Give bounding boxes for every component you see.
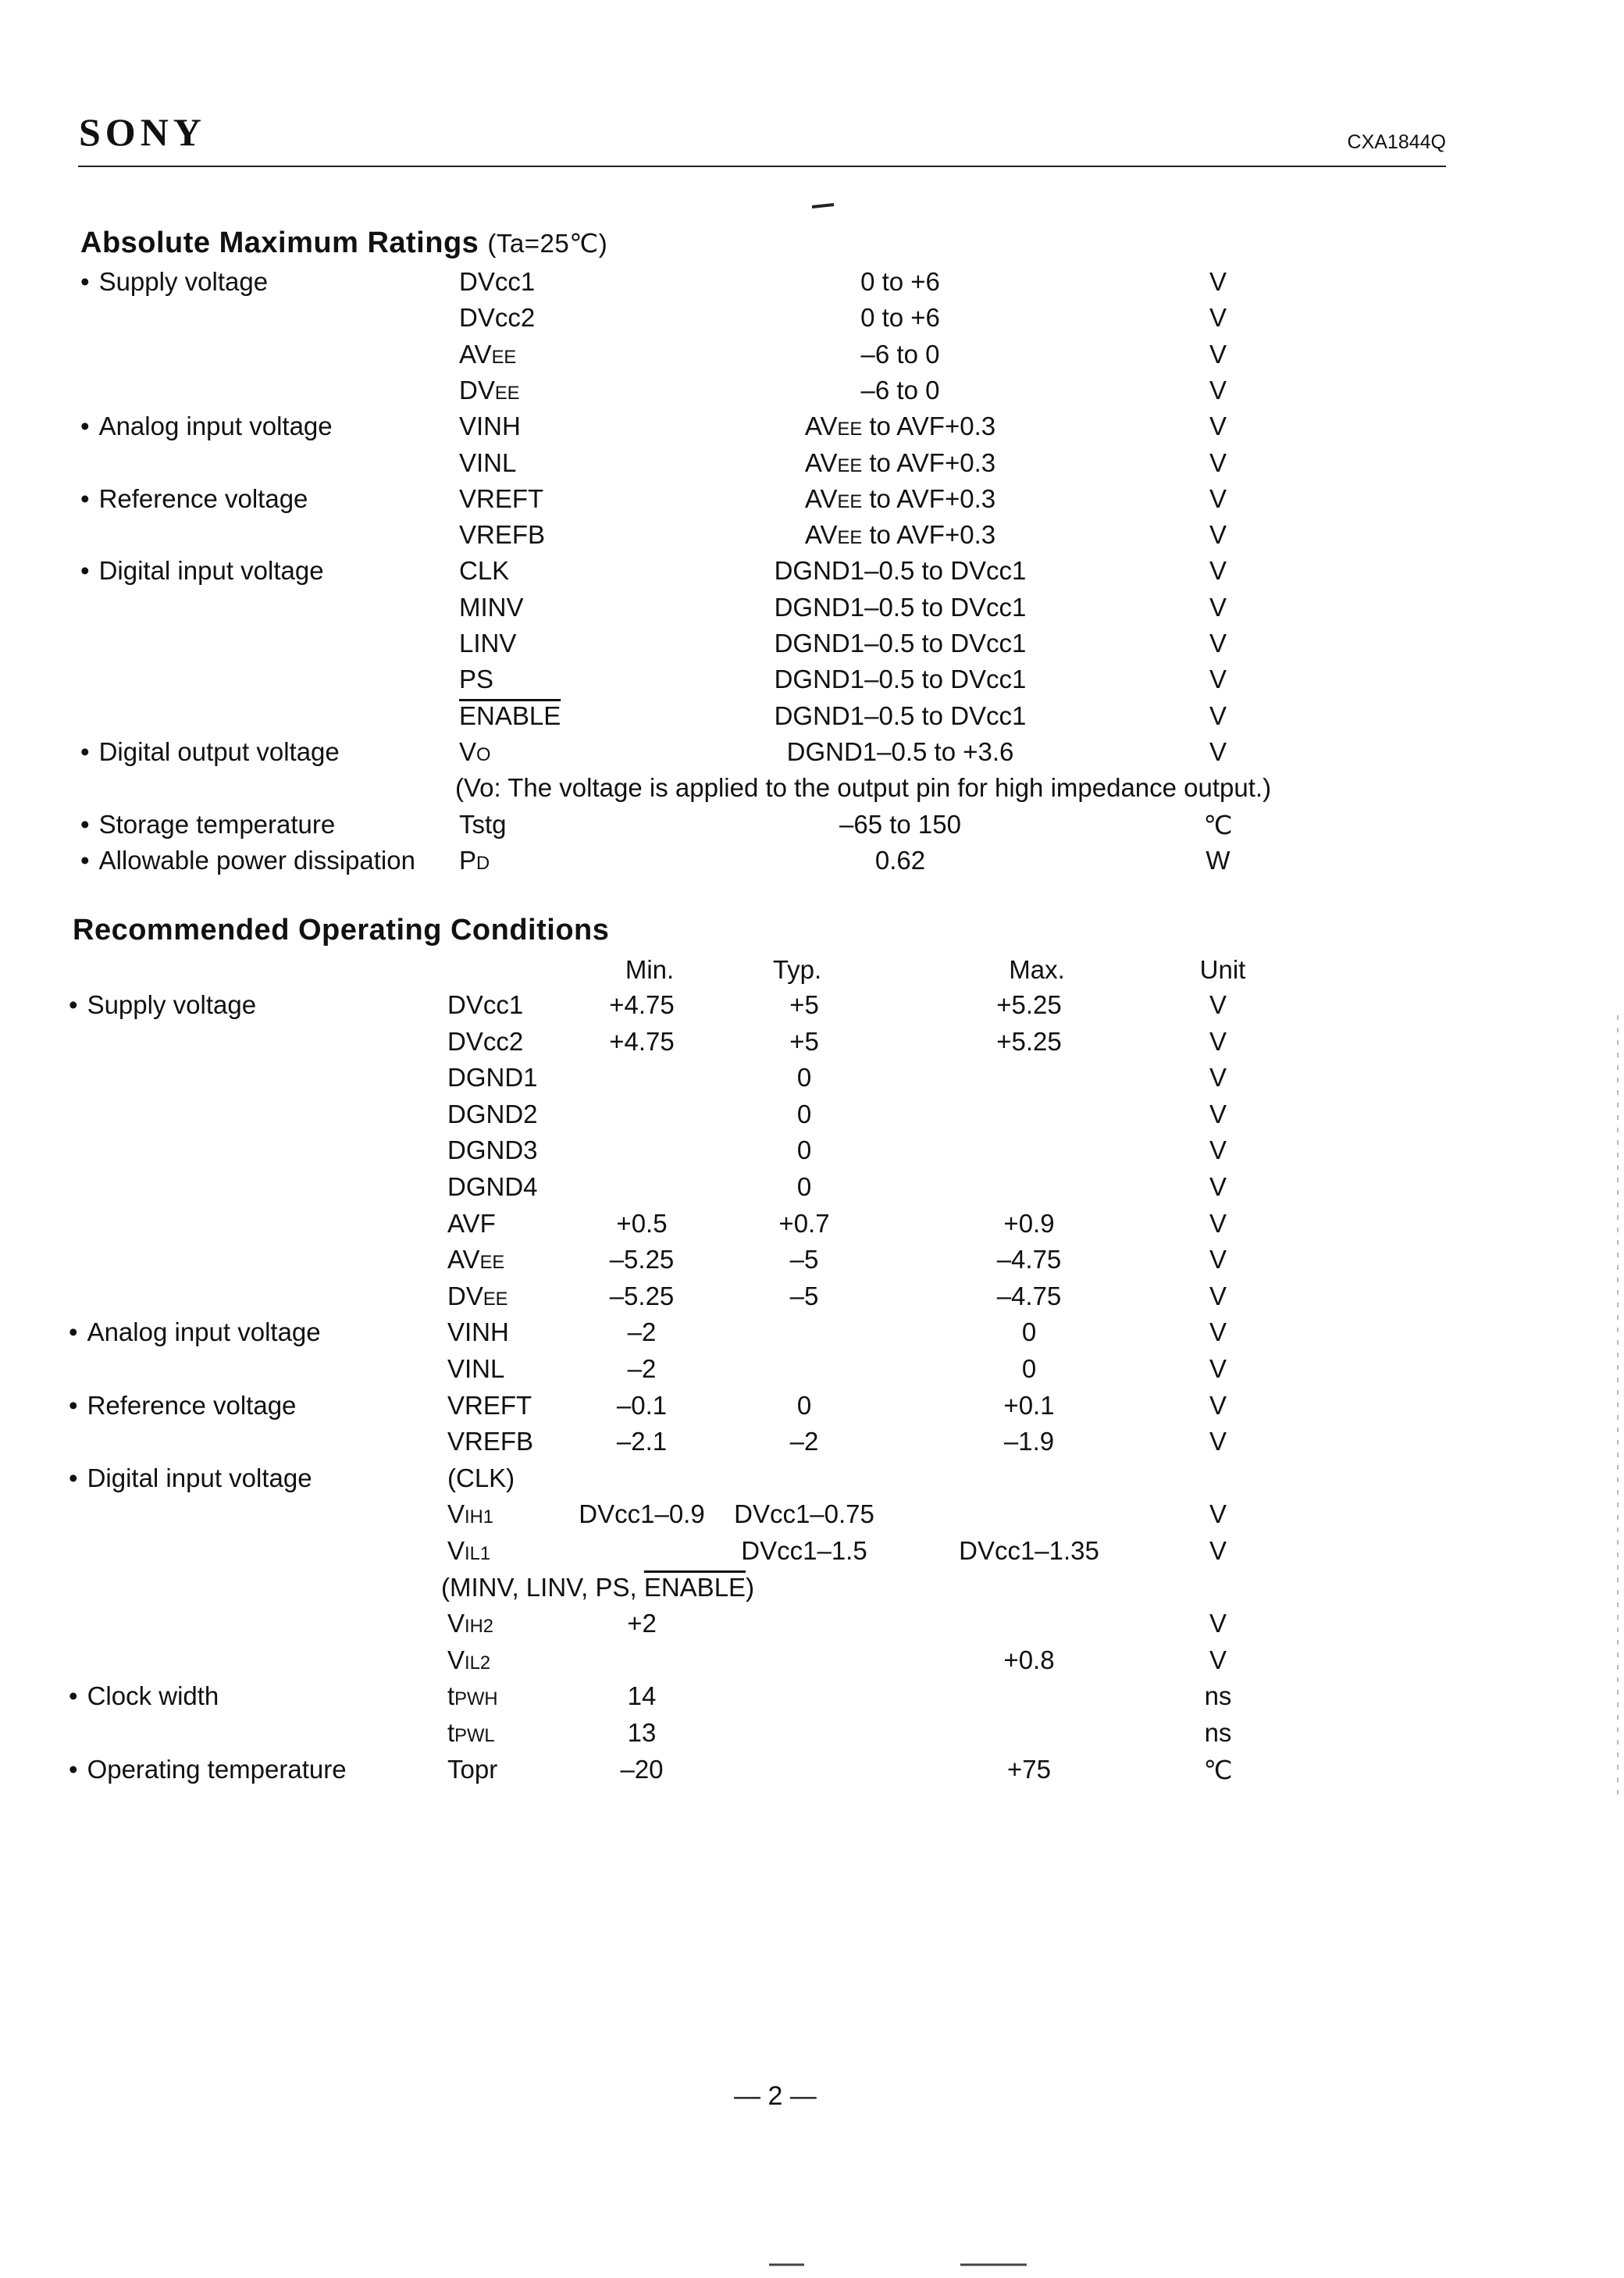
roc-max: +75 bbox=[1007, 1754, 1051, 1784]
roc-max: DVcc1–1.35 bbox=[959, 1536, 1099, 1565]
amr-symbol: DVcc1 bbox=[459, 267, 536, 296]
roc-max: +0.1 bbox=[1003, 1390, 1055, 1420]
roc-param-label: • Digital input voltage bbox=[69, 1463, 312, 1493]
roc-typ: +0.7 bbox=[778, 1208, 830, 1238]
amr-rating: AVEE to AVF+0.3 bbox=[804, 520, 996, 550]
roc-unit: V bbox=[1209, 1208, 1227, 1238]
roc-param-label: • Operating temperature bbox=[69, 1755, 347, 1784]
amr-unit: W bbox=[1206, 845, 1230, 875]
roc-max: 0 bbox=[1021, 1317, 1037, 1347]
amr-rating: DGND1–0.5 to DVcc1 bbox=[774, 701, 1027, 730]
roc-max: +5.25 bbox=[996, 1026, 1062, 1056]
roc-max: –1.9 bbox=[1003, 1427, 1055, 1456]
part-number: CXA1844Q bbox=[1347, 131, 1446, 153]
roc-unit: ns bbox=[1204, 1718, 1232, 1747]
roc-unit: V bbox=[1209, 1099, 1227, 1128]
col-min-header: Min. bbox=[625, 955, 675, 984]
roc-symbol: DGND1 bbox=[447, 1063, 538, 1093]
roc-symbol: VREFB bbox=[447, 1427, 534, 1456]
roc-min: +4.75 bbox=[609, 1026, 675, 1056]
roc-max: +0.9 bbox=[1003, 1208, 1055, 1238]
roc-min: –2 bbox=[627, 1354, 657, 1383]
roc-symbol: AVF bbox=[447, 1208, 496, 1238]
roc-param-label: • Supply voltage bbox=[69, 990, 256, 1020]
roc-typ: 0 bbox=[796, 1099, 812, 1128]
subscript: EE bbox=[483, 1288, 508, 1310]
amr-unit: ℃ bbox=[1203, 810, 1233, 840]
subscript: EE bbox=[837, 527, 863, 549]
amr-symbol: VINL bbox=[459, 447, 517, 477]
col-unit-header: Unit bbox=[1199, 955, 1246, 984]
amr-symbol: LINV bbox=[459, 629, 517, 658]
amr-rating: AVEE to AVF+0.3 bbox=[804, 483, 996, 513]
amr-note: (Vo: The voltage is applied to the output pin for high impedance output.) bbox=[455, 773, 1272, 803]
roc-typ: –5 bbox=[789, 1281, 819, 1310]
amr-rating: 0 to +6 bbox=[860, 303, 940, 333]
roc-max: +0.8 bbox=[1003, 1645, 1055, 1674]
roc-min: +2 bbox=[627, 1609, 657, 1638]
roc-typ: DVcc1–0.75 bbox=[734, 1499, 874, 1529]
amr-symbol bbox=[459, 701, 561, 731]
amr-unit: V bbox=[1209, 447, 1227, 477]
amr-unit: V bbox=[1209, 520, 1227, 550]
roc-unit: V bbox=[1209, 1063, 1227, 1093]
subscript: D bbox=[476, 852, 490, 874]
roc-min: –20 bbox=[620, 1754, 664, 1784]
amr-rating: –6 to 0 bbox=[860, 339, 940, 369]
roc-unit: V bbox=[1209, 1026, 1227, 1056]
roc-param-label: • Clock width bbox=[69, 1681, 219, 1711]
amr-unit: V bbox=[1209, 412, 1227, 441]
sony-logo: SONY bbox=[79, 110, 206, 154]
amr-symbol: VO bbox=[459, 736, 491, 766]
amr-unit: V bbox=[1209, 303, 1227, 333]
roc-min: 14 bbox=[627, 1681, 657, 1711]
page-number: — 2 — bbox=[734, 2081, 817, 2111]
roc-min: +4.75 bbox=[609, 990, 675, 1019]
roc-symbol: VINL bbox=[447, 1354, 505, 1383]
roc-symbol: DVcc2 bbox=[447, 1026, 524, 1056]
roc-unit: V bbox=[1209, 1536, 1227, 1565]
col-max-header: Max. bbox=[1009, 955, 1065, 984]
roc-group-label: (MINV, LINV, PS, ENABLE) bbox=[441, 1572, 755, 1602]
amr-symbol: DVEE bbox=[459, 375, 520, 405]
roc-symbol: Topr bbox=[447, 1754, 498, 1784]
amr-unit: V bbox=[1209, 267, 1227, 296]
roc-typ: 0 bbox=[796, 1172, 812, 1201]
amr-rating: DGND1–0.5 to DVcc1 bbox=[774, 665, 1027, 694]
amr-unit: V bbox=[1209, 629, 1227, 658]
amr-symbol: PD bbox=[459, 845, 490, 875]
amr-symbol: MINV bbox=[459, 592, 524, 622]
roc-unit: V bbox=[1209, 1172, 1227, 1201]
roc-max: +5.25 bbox=[996, 990, 1062, 1019]
col-typ-header: Typ. bbox=[772, 955, 822, 984]
amr-rating: DGND1–0.5 to DVcc1 bbox=[774, 629, 1027, 658]
roc-max: –4.75 bbox=[996, 1281, 1062, 1310]
amr-symbol: VINH bbox=[459, 412, 521, 441]
amr-unit: V bbox=[1209, 483, 1227, 513]
roc-unit: V bbox=[1209, 1390, 1227, 1420]
roc-param-label: • Analog input voltage bbox=[69, 1317, 321, 1347]
amr-rating: AVEE to AVF+0.3 bbox=[804, 412, 996, 441]
amr-symbol: DVcc2 bbox=[459, 303, 536, 333]
roc-symbol: AVEE bbox=[447, 1245, 505, 1274]
amr-unit: V bbox=[1209, 375, 1227, 405]
roc-min: 13 bbox=[627, 1718, 657, 1747]
roc-param-label: • Reference voltage bbox=[69, 1391, 296, 1421]
roc-min: –5.25 bbox=[609, 1245, 675, 1274]
roc-min: –0.1 bbox=[616, 1390, 668, 1420]
subscript: EE bbox=[479, 1252, 505, 1274]
roc-max: 0 bbox=[1021, 1354, 1037, 1383]
amr-rating: AVEE to AVF+0.3 bbox=[804, 447, 996, 477]
amr-condition: (Ta=25℃) bbox=[487, 229, 608, 258]
roc-unit: V bbox=[1209, 990, 1227, 1019]
roc-symbol: tPWL bbox=[447, 1718, 495, 1747]
roc-symbol: DVEE bbox=[447, 1281, 508, 1310]
amr-param-label: • Allowable power dissipation bbox=[80, 846, 415, 875]
roc-unit: V bbox=[1209, 1427, 1227, 1456]
amr-unit: V bbox=[1209, 592, 1227, 622]
amr-param-label: • Digital output voltage bbox=[80, 737, 340, 767]
roc-symbol: DGND3 bbox=[447, 1135, 538, 1165]
amr-rating: 0.62 bbox=[874, 845, 926, 875]
roc-typ: 0 bbox=[796, 1390, 812, 1420]
amr-symbol: AVEE bbox=[459, 339, 517, 369]
amr-rating: DGND1–0.5 to +3.6 bbox=[786, 736, 1014, 766]
subscript: IL1 bbox=[465, 1543, 491, 1564]
roc-typ: 0 bbox=[796, 1135, 812, 1165]
roc-symbol: VIL2 bbox=[447, 1645, 491, 1674]
subscript: PWH bbox=[454, 1688, 498, 1710]
subscript: IH2 bbox=[465, 1616, 493, 1638]
subscript: EE bbox=[837, 490, 863, 512]
amr-heading bbox=[80, 226, 607, 260]
roc-symbol: tPWH bbox=[447, 1681, 498, 1711]
amr-param-label: • Digital input voltage bbox=[80, 556, 324, 586]
roc-typ: +5 bbox=[789, 990, 819, 1019]
roc-unit: V bbox=[1209, 1354, 1227, 1383]
amr-symbol: PS bbox=[459, 665, 494, 694]
subscript: EE bbox=[494, 382, 520, 404]
roc-typ: +5 bbox=[789, 1026, 819, 1056]
roc-unit: V bbox=[1209, 1135, 1227, 1165]
amr-unit: V bbox=[1209, 556, 1227, 586]
roc-typ: –2 bbox=[789, 1427, 819, 1456]
subscript: EE bbox=[837, 419, 863, 440]
scan-mark bbox=[812, 205, 834, 207]
amr-rating: DGND1–0.5 to DVcc1 bbox=[774, 592, 1027, 622]
roc-min: –2.1 bbox=[616, 1427, 668, 1456]
roc-typ: –5 bbox=[789, 1245, 819, 1274]
amr-symbol: Tstg bbox=[459, 809, 507, 839]
amr-symbol: VREFT bbox=[459, 483, 544, 513]
roc-unit: V bbox=[1209, 1245, 1227, 1274]
roc-symbol: DGND4 bbox=[447, 1172, 538, 1201]
amr-symbol: CLK bbox=[459, 556, 510, 586]
subscript: EE bbox=[491, 346, 517, 368]
roc-symbol: (CLK) bbox=[447, 1463, 515, 1492]
amr-rating: –65 to 150 bbox=[839, 809, 961, 839]
roc-symbol: VREFT bbox=[447, 1390, 532, 1420]
roc-unit: V bbox=[1209, 1645, 1227, 1674]
roc-symbol: DVcc1 bbox=[447, 990, 524, 1019]
roc-min: +0.5 bbox=[616, 1208, 668, 1238]
amr-param-label: • Reference voltage bbox=[80, 484, 308, 514]
amr-param-label: • Supply voltage bbox=[80, 267, 268, 297]
roc-unit: ns bbox=[1204, 1681, 1232, 1711]
roc-max: –4.75 bbox=[996, 1245, 1062, 1274]
subscript: PWL bbox=[454, 1725, 495, 1746]
roc-unit: ℃ bbox=[1203, 1755, 1233, 1784]
roc-symbol: VIL1 bbox=[447, 1536, 491, 1565]
header-rule bbox=[78, 166, 1446, 167]
roc-typ: 0 bbox=[796, 1063, 812, 1093]
subscript: O bbox=[476, 743, 491, 765]
amr-rating: DGND1–0.5 to DVcc1 bbox=[774, 556, 1027, 586]
roc-title: Recommended Operating Conditions bbox=[73, 914, 610, 946]
roc-unit: V bbox=[1209, 1499, 1227, 1529]
subscript: IL2 bbox=[465, 1652, 491, 1674]
amr-rating: 0 to +6 bbox=[860, 267, 940, 296]
amr-symbol: VREFB bbox=[459, 520, 546, 550]
roc-symbol: VIH1 bbox=[447, 1499, 493, 1529]
roc-min: DVcc1–0.9 bbox=[579, 1499, 705, 1529]
amr-title: Absolute Maximum Ratings bbox=[80, 226, 479, 259]
amr-param-label: • Analog input voltage bbox=[80, 412, 333, 441]
roc-unit: V bbox=[1209, 1317, 1227, 1347]
roc-unit: V bbox=[1209, 1609, 1227, 1638]
roc-typ: DVcc1–1.5 bbox=[741, 1536, 867, 1565]
amr-unit: V bbox=[1209, 736, 1227, 766]
overlined-text: ENABLE bbox=[643, 1572, 746, 1602]
amr-rating: –6 to 0 bbox=[860, 375, 940, 405]
roc-symbol: VINH bbox=[447, 1317, 509, 1347]
roc-min: –5.25 bbox=[609, 1281, 675, 1310]
amr-unit: V bbox=[1209, 339, 1227, 369]
subscript: EE bbox=[837, 455, 863, 476]
amr-param-label: • Storage temperature bbox=[80, 810, 335, 840]
roc-min: –2 bbox=[627, 1317, 657, 1347]
overlined-text: ENABLE bbox=[459, 701, 561, 730]
roc-symbol: DGND2 bbox=[447, 1099, 538, 1128]
amr-unit: V bbox=[1209, 701, 1227, 730]
amr-unit: V bbox=[1209, 665, 1227, 694]
roc-symbol: VIH2 bbox=[447, 1609, 493, 1638]
subscript: IH1 bbox=[465, 1506, 493, 1528]
roc-unit: V bbox=[1209, 1281, 1227, 1310]
